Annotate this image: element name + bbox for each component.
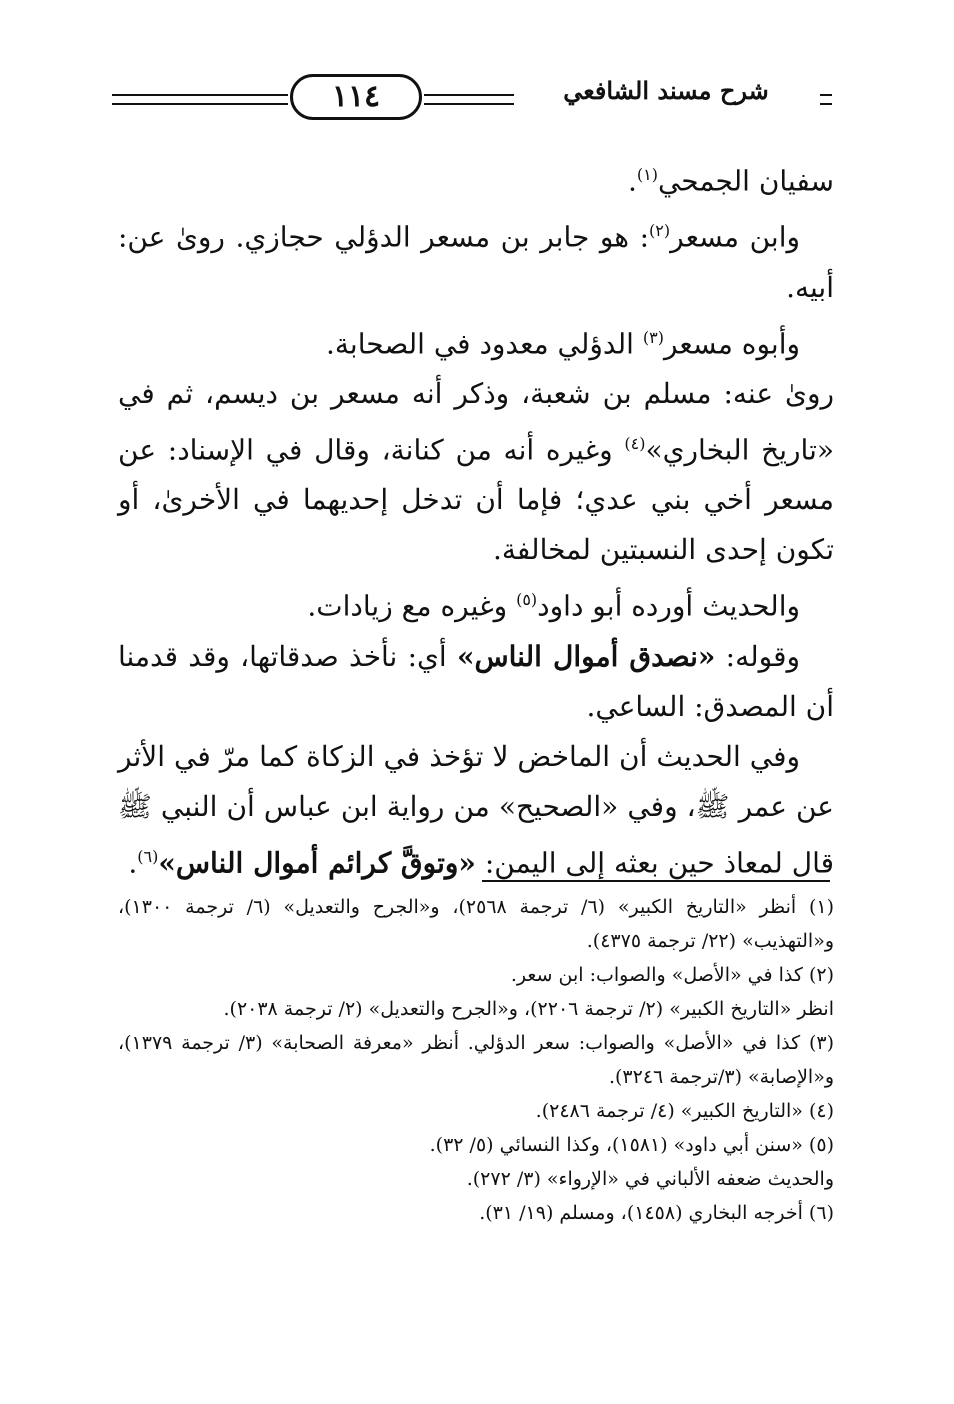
paragraph [118,632,834,732]
text-run: وغيره أنه من كنانة، وقال في الإسناد: عن مسعر أخي بني عدي؛ فإما أن تدخل إحديهما في الأخرىٰ، أو تكون إحدى النسبتين لمخالفة. [118,433,834,567]
main-text [118,150,834,888]
text-run: وغيره مع زيادات. [307,589,517,623]
paragraph [118,369,834,575]
footnote: (٥) «سنن أبي داود» (١٥٨١)، وكذا النسائي (٥/ ٣٢). [429,1134,834,1156]
footnote: والحديث ضعفه الألباني في «الإرواء» (٣/ ٢٧٢). [466,1168,834,1190]
paragraph [118,313,834,369]
footnote: انظر «التاريخ الكبير» (٢/ ترجمة ٢٢٠٦)، و«الجرح والتعديل» (٢/ ترجمة ٢٠٣٨). [223,998,834,1020]
header-rule-right [820,94,832,105]
text-run: أي: نأخذ صدقاتها، وقد قدمنا أن المصدق: الساعي. [118,639,834,723]
footnote: (٣) كذا في «الأصل» والصواب: سعر الدؤلي. أنظر «معرفة الصحابة» (٣/ ترجمة ١٣٧٩)، و«الإصابة» (٣/ترجمة ٣٢٤٦). [118,1032,835,1088]
paragraph [118,206,834,312]
text-run: الدؤلي معدود في الصحابة. [326,326,643,360]
text-run: سفيان الجمحي [657,164,834,198]
footnote-ref: (٤) [624,433,646,453]
text-run: وفي الحديث أن الماخض لا تؤخذ في الزكاة كما مرّ في الأثر عن عمر ﷺ، وفي «الصحيح» من رواية ابن عباس أن النبي ﷺ قال لمعاذ حين بعثه إلى اليمن: [118,739,834,879]
text-run: وقوله: [715,639,801,673]
footnote-ref: (٢) [649,221,671,241]
text-run: . [627,164,637,198]
page-number: ١١٤ [290,74,422,120]
running-title: شرح مسند الشافعي [563,76,769,105]
text-run: وأبوه مسعر [663,326,800,360]
footnote: (٦) أخرجه البخاري (١٤٥٨)، ومسلم (١٩/ ٣١). [479,1202,834,1224]
footnote-ref: (٣) [642,327,664,347]
header-rule-left [112,94,288,105]
text-run: والحديث أورده أبو داود [537,589,800,623]
paragraph [118,575,834,631]
header-rule-middle [424,94,514,105]
footnote: (١) أنظر «التاريخ الكبير» (٦/ ترجمة ٢٥٦٨)، و«الجرح والتعديل» (٦/ ترجمة ١٣٠٠)، و«التهذيب» (٢٢/ ترجمة ٤٣٧٥). [118,896,835,952]
footnotes [118,890,834,1230]
footnote: (٤) «التاريخ الكبير» (٤/ ترجمة ٢٤٨٦). [535,1100,834,1122]
footnote-ref: (٦) [137,846,159,866]
quoted-hadith: «وتوقَّ كرائم أموال الناس» [158,845,476,879]
page-header [112,70,832,126]
text-run: . [128,845,138,879]
text-run: روىٰ عنه: مسلم بن شعبة، وذكر أنه مسعر بن ديسم، ثم في «تاريخ البخاري» [118,376,834,467]
paragraph [118,732,834,888]
footnote: (٢) كذا في «الأصل» والصواب: ابن سعر. [510,964,834,986]
footnote-ref: (١) [636,165,658,184]
text-run: وابن مسعر [670,220,800,254]
paragraph [118,150,834,206]
quoted-hadith: «نصدق أموال الناس» [456,639,716,673]
text-run: : هو جابر بن مسعر الدؤلي حجازي. روىٰ عن: أبيه. [118,220,834,304]
footnote-ref: (٥) [516,590,538,610]
footnote-separator [482,880,830,882]
